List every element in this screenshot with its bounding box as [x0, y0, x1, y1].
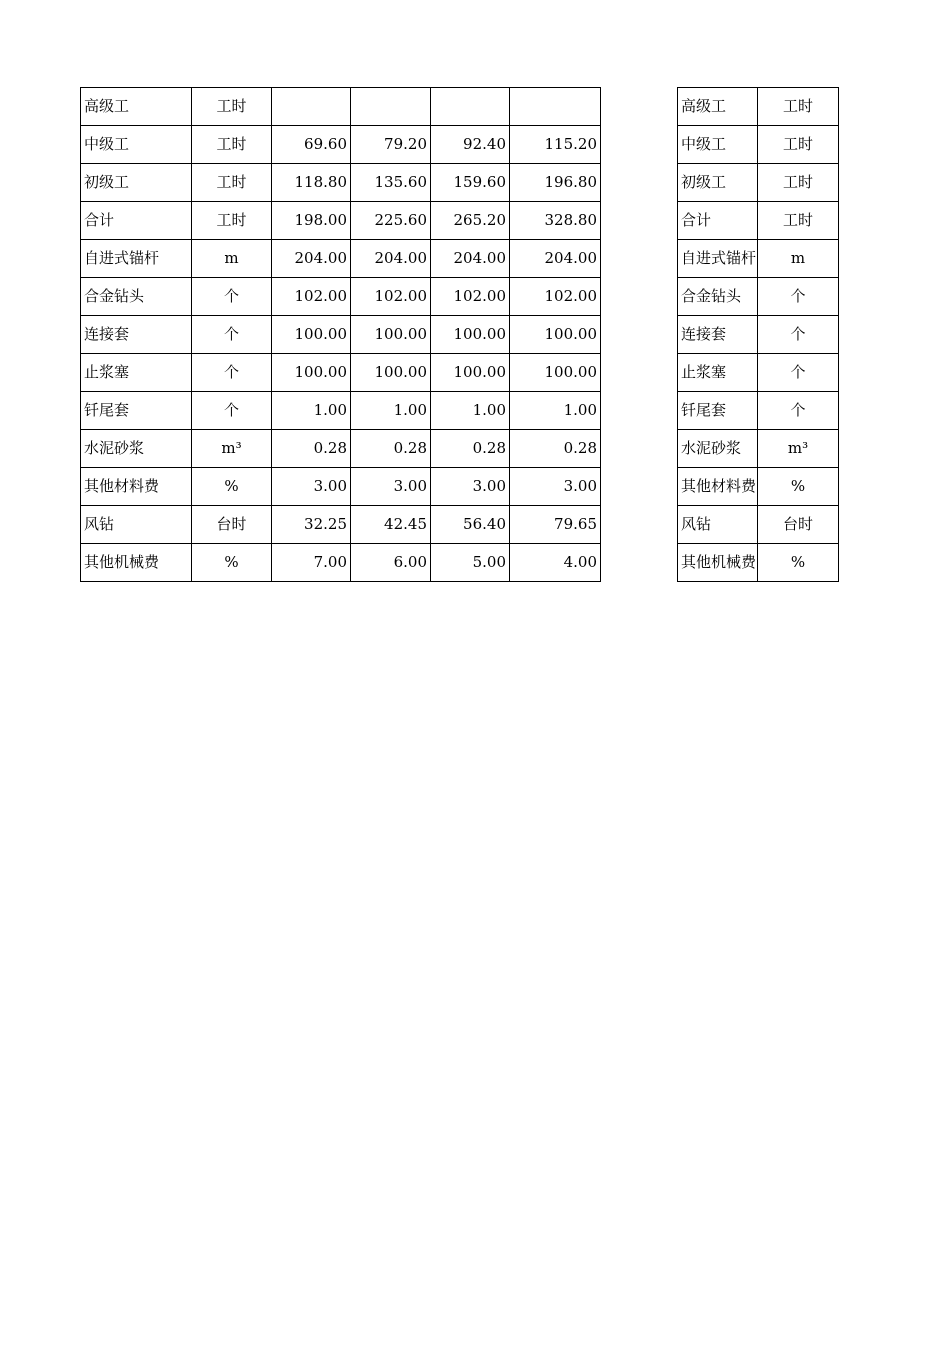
value-cell: 1.00 — [510, 392, 601, 430]
table-row — [678, 430, 839, 468]
value-cell: 100.00 — [431, 354, 510, 392]
unit-cell: % — [758, 544, 839, 582]
item-name-cell: 合金钻头 — [81, 278, 192, 316]
unit-cell: 个 — [192, 316, 272, 354]
unit-cell: % — [192, 468, 272, 506]
unit-cell: 工时 — [192, 164, 272, 202]
value-cell: 3.00 — [431, 468, 510, 506]
table-row — [678, 126, 839, 164]
value-cell: 0.28 — [351, 430, 431, 468]
item-name-cell: 钎尾套 — [678, 392, 758, 430]
table-row — [81, 278, 601, 316]
value-cell: 3.00 — [510, 468, 601, 506]
table-row — [81, 202, 601, 240]
table-row — [81, 316, 601, 354]
value-cell: 5.00 — [431, 544, 510, 582]
value-cell: 102.00 — [431, 278, 510, 316]
value-cell: 3.00 — [272, 468, 351, 506]
value-cell: 79.65 — [510, 506, 601, 544]
table-row — [81, 468, 601, 506]
item-name-cell: 连接套 — [678, 316, 758, 354]
value-cell: 92.40 — [431, 126, 510, 164]
unit-cell: 个 — [758, 278, 839, 316]
unit-cell: % — [758, 468, 839, 506]
value-cell: 4.00 — [510, 544, 601, 582]
table-row — [678, 88, 839, 126]
value-cell: 42.45 — [351, 506, 431, 544]
value-cell: 100.00 — [272, 354, 351, 392]
table-row — [81, 430, 601, 468]
table-row — [678, 392, 839, 430]
value-cell: 0.28 — [431, 430, 510, 468]
table-row — [81, 164, 601, 202]
value-cell: 118.80 — [272, 164, 351, 202]
item-name-cell: 风钻 — [678, 506, 758, 544]
value-cell: 328.80 — [510, 202, 601, 240]
item-name-cell: 其他机械费 — [81, 544, 192, 582]
table-row — [678, 240, 839, 278]
table-row — [678, 354, 839, 392]
item-name-cell: 初级工 — [678, 164, 758, 202]
value-cell: 100.00 — [351, 354, 431, 392]
table-row — [81, 544, 601, 582]
unit-cell: 工时 — [758, 126, 839, 164]
item-name-cell: 合金钻头 — [678, 278, 758, 316]
item-name-cell: 合计 — [678, 202, 758, 240]
unit-cell: m — [758, 240, 839, 278]
item-name-cell: 自进式锚杆 — [81, 240, 192, 278]
value-cell: 56.40 — [431, 506, 510, 544]
unit-cell: 工时 — [192, 202, 272, 240]
value-cell: 100.00 — [510, 354, 601, 392]
item-name-cell: 连接套 — [81, 316, 192, 354]
quota-table — [80, 87, 601, 582]
table-row — [678, 202, 839, 240]
table-row — [678, 506, 839, 544]
value-cell: 115.20 — [510, 126, 601, 164]
unit-cell: m³ — [192, 430, 272, 468]
unit-cell: 个 — [192, 278, 272, 316]
unit-cell: 台时 — [758, 506, 839, 544]
value-cell: 102.00 — [351, 278, 431, 316]
value-cell: 100.00 — [510, 316, 601, 354]
value-cell: 100.00 — [431, 316, 510, 354]
item-name-cell: 其他材料费 — [81, 468, 192, 506]
item-name-cell: 中级工 — [81, 126, 192, 164]
unit-cell: 个 — [192, 354, 272, 392]
value-cell: 100.00 — [272, 316, 351, 354]
value-cell — [431, 88, 510, 126]
value-cell: 102.00 — [272, 278, 351, 316]
table-row — [678, 278, 839, 316]
item-name-cell: 高级工 — [678, 88, 758, 126]
value-cell: 225.60 — [351, 202, 431, 240]
value-cell: 204.00 — [351, 240, 431, 278]
unit-cell: 个 — [758, 392, 839, 430]
item-name-cell: 初级工 — [81, 164, 192, 202]
value-cell: 135.60 — [351, 164, 431, 202]
table-row — [81, 506, 601, 544]
unit-cell: 个 — [758, 316, 839, 354]
value-cell: 6.00 — [351, 544, 431, 582]
value-cell: 196.80 — [510, 164, 601, 202]
value-cell: 1.00 — [431, 392, 510, 430]
unit-cell: 台时 — [192, 506, 272, 544]
item-name-cell: 钎尾套 — [81, 392, 192, 430]
item-name-cell: 其他机械费 — [678, 544, 758, 582]
unit-cell: % — [192, 544, 272, 582]
side-quota-table — [677, 87, 839, 582]
value-cell: 100.00 — [351, 316, 431, 354]
value-cell: 79.20 — [351, 126, 431, 164]
unit-cell: 工时 — [758, 88, 839, 126]
value-cell: 0.28 — [272, 430, 351, 468]
value-cell: 204.00 — [431, 240, 510, 278]
table-row — [678, 316, 839, 354]
table-row — [81, 240, 601, 278]
table-row — [678, 164, 839, 202]
value-cell: 1.00 — [351, 392, 431, 430]
unit-cell: 工时 — [192, 126, 272, 164]
unit-cell: m — [192, 240, 272, 278]
value-cell: 1.00 — [272, 392, 351, 430]
unit-cell: m³ — [758, 430, 839, 468]
value-cell: 32.25 — [272, 506, 351, 544]
unit-cell: 工时 — [758, 202, 839, 240]
value-cell: 7.00 — [272, 544, 351, 582]
value-cell: 265.20 — [431, 202, 510, 240]
value-cell: 159.60 — [431, 164, 510, 202]
table-row — [81, 392, 601, 430]
value-cell: 198.00 — [272, 202, 351, 240]
value-cell — [510, 88, 601, 126]
table-row — [678, 544, 839, 582]
value-cell: 204.00 — [272, 240, 351, 278]
table-row — [678, 468, 839, 506]
table-row — [81, 88, 601, 126]
value-cell: 102.00 — [510, 278, 601, 316]
value-cell — [272, 88, 351, 126]
item-name-cell: 高级工 — [81, 88, 192, 126]
item-name-cell: 风钻 — [81, 506, 192, 544]
value-cell: 0.28 — [510, 430, 601, 468]
item-name-cell: 止浆塞 — [678, 354, 758, 392]
item-name-cell: 自进式锚杆 — [678, 240, 758, 278]
table-row — [81, 354, 601, 392]
table-row — [81, 126, 601, 164]
item-name-cell: 合计 — [81, 202, 192, 240]
item-name-cell: 水泥砂浆 — [678, 430, 758, 468]
value-cell: 204.00 — [510, 240, 601, 278]
item-name-cell: 其他材料费 — [678, 468, 758, 506]
unit-cell: 工时 — [192, 88, 272, 126]
unit-cell: 个 — [192, 392, 272, 430]
value-cell — [351, 88, 431, 126]
unit-cell: 个 — [758, 354, 839, 392]
unit-cell: 工时 — [758, 164, 839, 202]
value-cell: 69.60 — [272, 126, 351, 164]
value-cell: 3.00 — [351, 468, 431, 506]
item-name-cell: 水泥砂浆 — [81, 430, 192, 468]
item-name-cell: 中级工 — [678, 126, 758, 164]
item-name-cell: 止浆塞 — [81, 354, 192, 392]
